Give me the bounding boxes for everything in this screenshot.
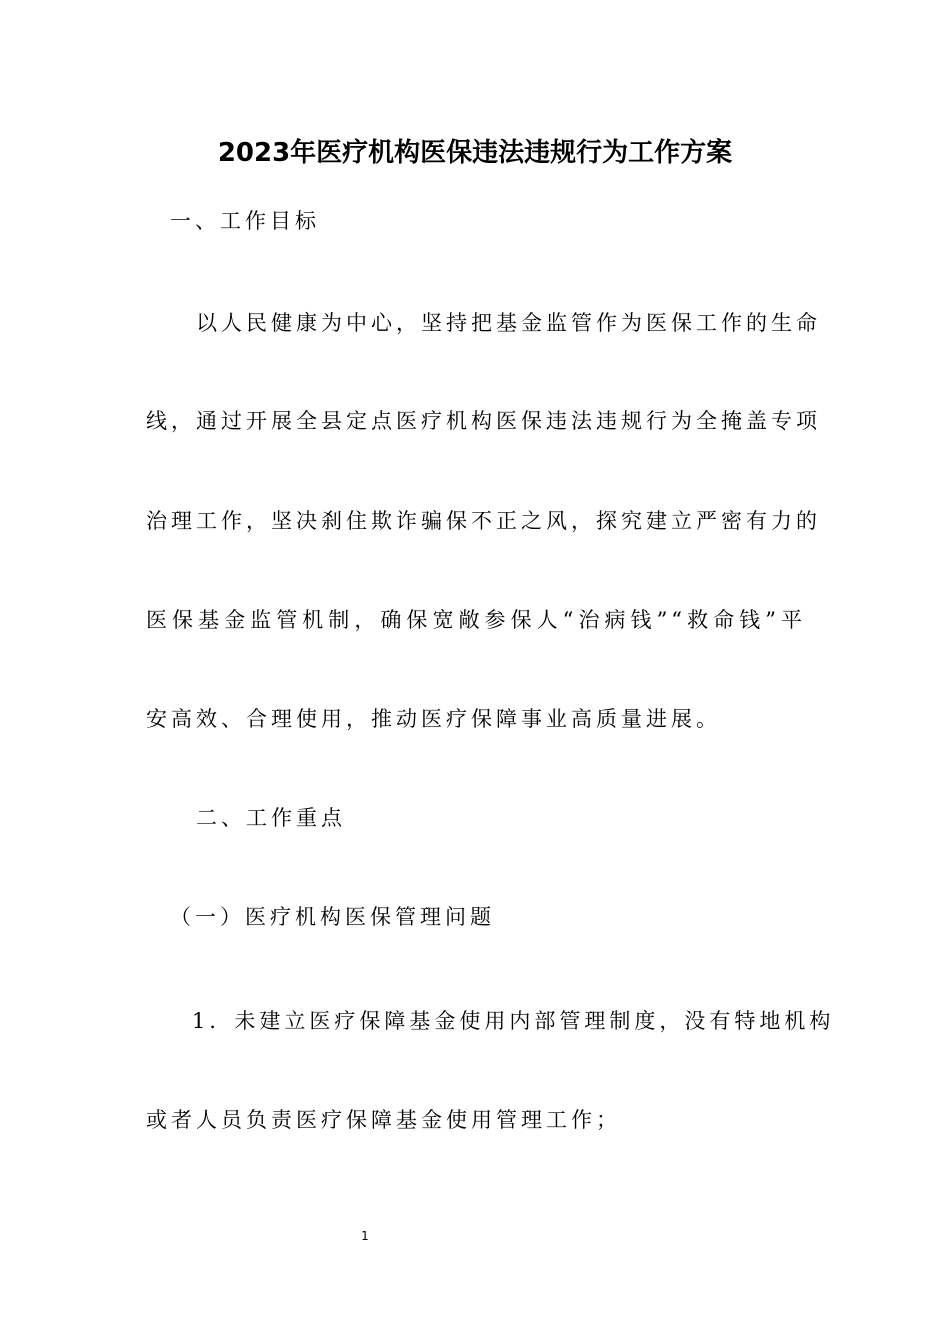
paragraph-line: 安高效、合理使用，推动医疗保障事业高质量进展。 [146,707,721,731]
subsection-heading: （一）医疗机构医保管理问题 [170,905,495,929]
list-item-line: 或者人员负责医疗保障基金使用管理工作； [146,1108,621,1132]
page-number: 1 [361,1229,369,1243]
document-title: 2023年医疗机构医保违法违规行为工作方案 [217,138,733,168]
list-item-line: 1．未建立医疗保障基金使用内部管理制度，没有特地机构 [192,1009,835,1033]
section-heading-focus: 二、工作重点 [196,806,346,830]
paragraph-line: 医保基金监管机制，确保宽敞参保人“治病钱”“救命钱”平 [146,608,806,632]
paragraph-line: 线，通过开展全县定点医疗机构医保违法违规行为全掩盖专项 [146,409,821,433]
paragraph-line: 治理工作，坚决刹住欺诈骗保不正之风，探究建立严密有力的 [146,509,821,533]
section-heading-goals: 一、工作目标 [170,209,320,233]
paragraph-line: 以人民健康为中心，坚持把基金监管作为医保工作的生命 [196,311,821,335]
